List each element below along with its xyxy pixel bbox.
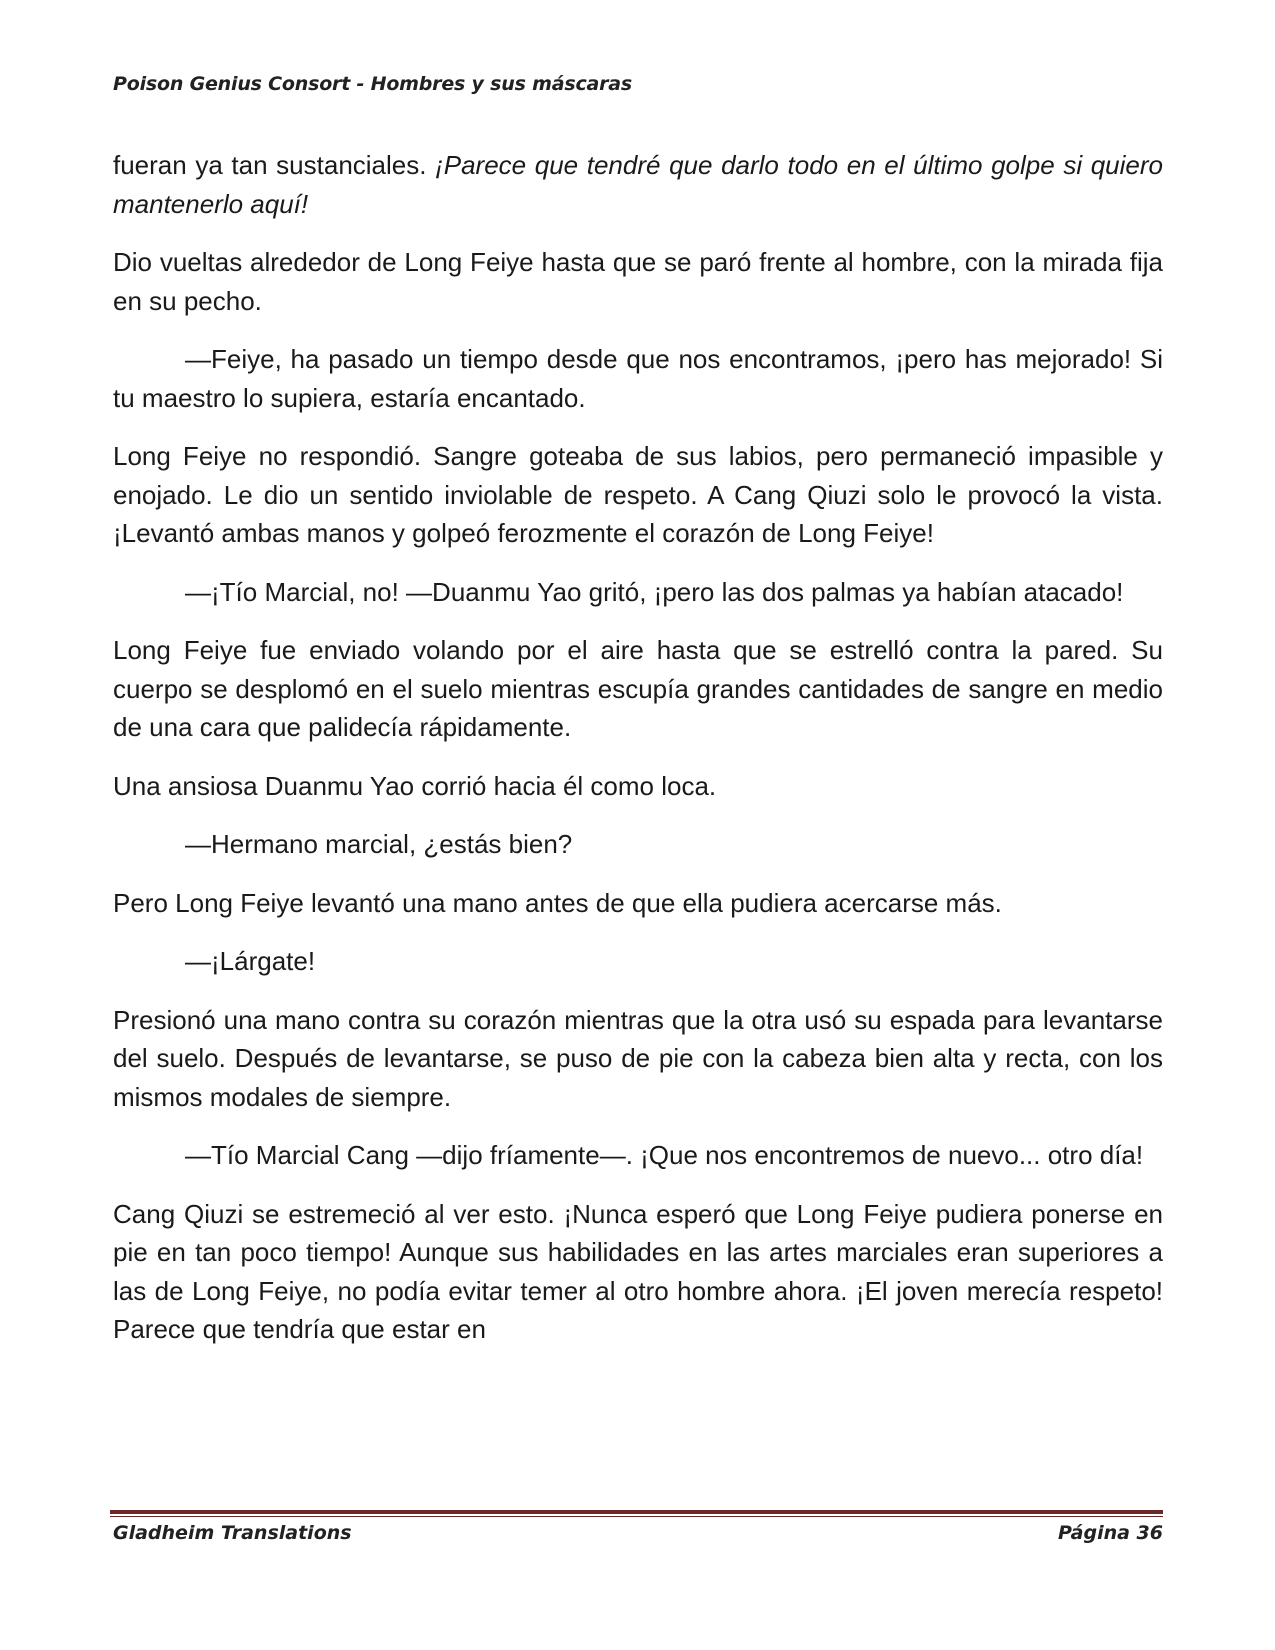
- footer-translator: Gladheim Translations: [113, 1522, 352, 1544]
- paragraph-13: Cang Qiuzi se estremeció al ver esto. ¡Nunca esperó que Long Feiye pudiera ponerse en pie en tan poco tiempo! Aunque sus habilidades en las artes marciales eran superiores a las de Long Feiye, no podía evitar temer al otro hombre ahora. ¡El joven merecía respeto! Parece que tendría que estar en: [113, 1198, 1163, 1344]
- paragraph-9: Pero Long Feiye levantó una mano antes de que ella pudiera acercarse más.: [113, 887, 1002, 918]
- paragraph-5: —¡Tío Marcial, no! —Duanmu Yao gritó, ¡pero las dos palmas ya habían atacado!: [185, 576, 1124, 607]
- paragraph-10: —¡Lárgate!: [185, 946, 316, 976]
- paragraph-3: —Feiye, ha pasado un tiempo desde que nos encontramos, ¡pero has mejorado! Si tu maestro lo supiera, estaría encantado.: [113, 344, 1163, 413]
- footer-divider-thick: [110, 1510, 1163, 1514]
- paragraph-7: Una ansiosa Duanmu Yao corrió hacia él como loca.: [113, 770, 717, 801]
- paragraph-6: Long Feiye fue enviado volando por el aire hasta que se estrelló contra la pared. Su cuerpo se desplomó en el suelo mientras escupía grandes cantidades de sangre en medio de una cara que palidecía rápidamente.: [113, 635, 1163, 742]
- footer-page-number: Página 36: [1057, 1522, 1163, 1544]
- paragraph-12: —Tío Marcial Cang —dijo fríamente—. ¡Que nos encontremos de nuevo... otro día!: [185, 1140, 1144, 1170]
- footer-divider: [110, 1510, 1163, 1517]
- paragraph-8: —Hermano marcial, ¿estás bien?: [185, 829, 573, 859]
- page-header-title: Poison Genius Consort - Hombres y sus máscaras: [113, 73, 633, 95]
- paragraph-1: [113, 146, 1163, 223]
- footer-divider-thin: [110, 1516, 1163, 1517]
- paragraph-11: Presionó una mano contra su corazón mientras que la otra usó su espada para levantarse del suelo. Después de levantarse, se puso de pie con la cabeza bien alta y recta, con los mismos modales de siempre.: [113, 1004, 1163, 1112]
- paragraph-4: Long Feiye no respondió. Sangre goteaba de sus labios, pero permaneció impasible y enojado. Le dio un sentido inviolable de respeto. A Cang Qiuzi solo le provocó la vista. ¡Levantó ambas manos y golpeó ferozmente el corazón de Long Feiye!: [113, 441, 1163, 548]
- paragraph-1-text: fueran ya tan sustanciales.: [113, 150, 436, 180]
- paragraph-2: Dio vueltas alrededor de Long Feiye hasta que se paró frente al hombre, con la mirada fija en su pecho.: [113, 247, 1163, 316]
- paragraph-1-thought: ¡Parece que tendré que darlo todo en el último golpe si quiero mantenerlo aquí!: [113, 150, 1163, 219]
- document-body: [113, 146, 1163, 1369]
